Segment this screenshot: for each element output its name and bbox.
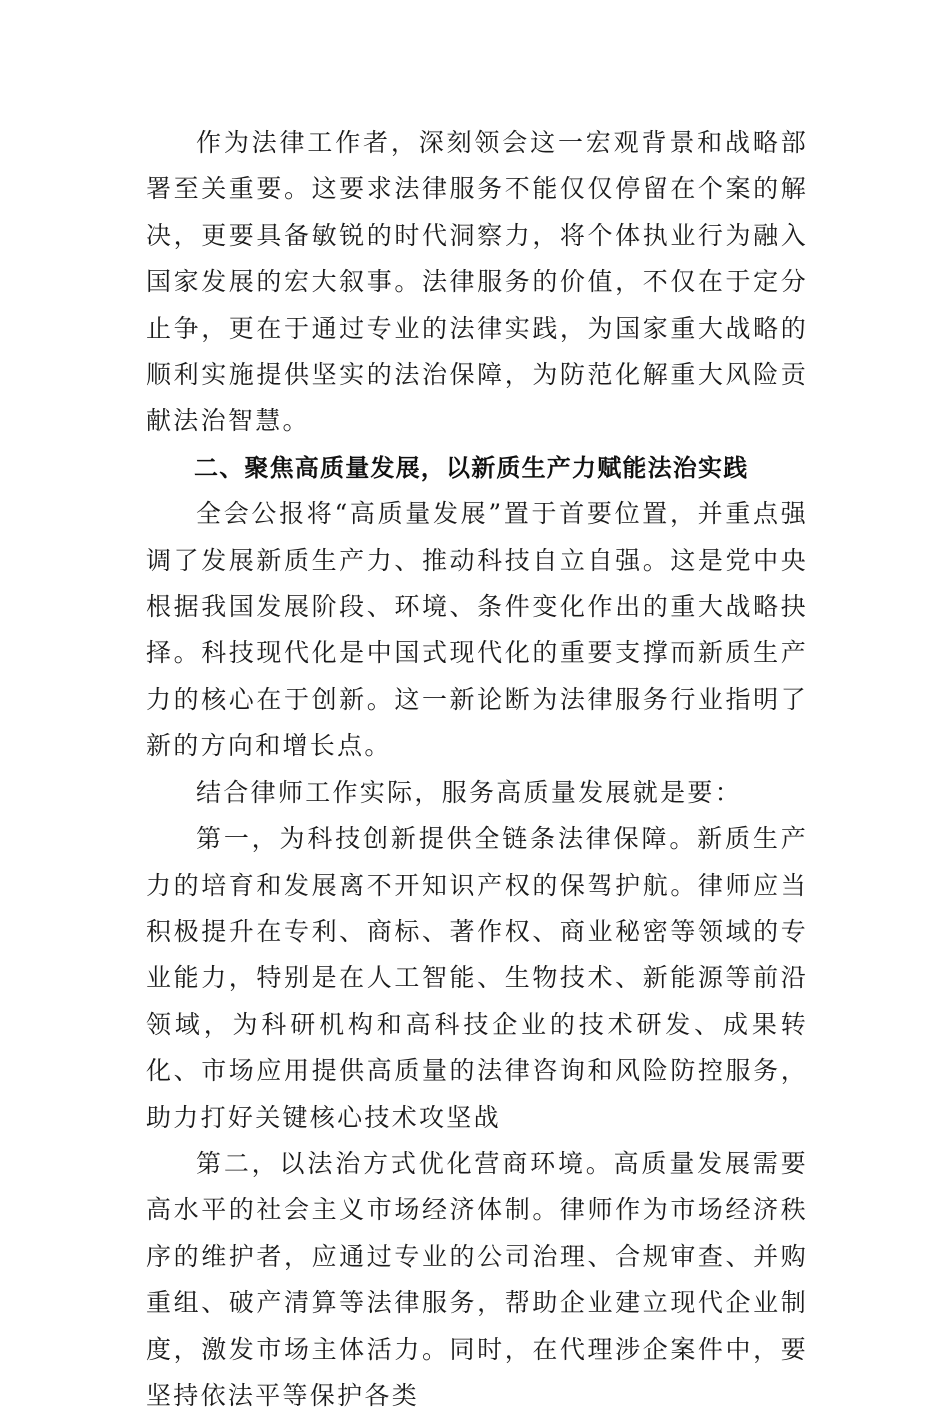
paragraph: 作为法律工作者，深刻领会这一宏观背景和战略部署至关重要。这要求法律服务不能仅仅停留在个案的解决，更要具备敏锐的时代洞察力，将个体执业行为融入国家发展的宏大叙事。法律服务的价值，不仅在于定分止争，更在于通过专业的法律实践，为国家重大战略的顺利实施提供坚实的法治保障，为防范化解重大风险贡献法治智慧。 — [146, 128, 808, 436]
section-heading: 二、聚焦高质量发展，以新质生产力赋能法治实践 — [194, 453, 749, 482]
paragraph: 全会公报将“高质量发展”置于首要位置，并重点强调了发展新质生产力、推动科技自立自强。这是党中央根据我国发展阶段、环境、条件变化作出的重大战略抉择。科技现代化是中国式现代化的重要支撑而新质生产力的核心在于创新。这一新论断为法律服务行业指明了新的方向和增长点。 — [146, 499, 808, 761]
paragraph: 第二，以法治方式优化营商环境。高质量发展需要高水平的社会主义市场经济体制。律师作为市场经济秩序的维护者，应通过专业的公司治理、合规审查、并购重组、破产清算等法律服务，帮助企业建立现代企业制度，激发市场主体活力。同时，在代理涉企案件中，要坚持依法平等保护各类 — [146, 1148, 808, 1410]
paragraph: 第一，为科技创新提供全链条法律保障。新质生产力的培育和发展离不开知识产权的保驾护航。律师应当积极提升在专利、商标、著作权、商业秘密等领域的专业能力，特别是在人工智能、生物技术、新能源等前沿领域，为科研机构和高科技企业的技术研发、成果转化、市场应用提供高质量的法律咨询和风险防控服务，助力打好关键核心技术攻坚战 — [146, 824, 808, 1132]
document-body — [146, 120, 808, 1419]
paragraph: 结合律师工作实际，服务高质量发展就是要： — [196, 777, 743, 807]
